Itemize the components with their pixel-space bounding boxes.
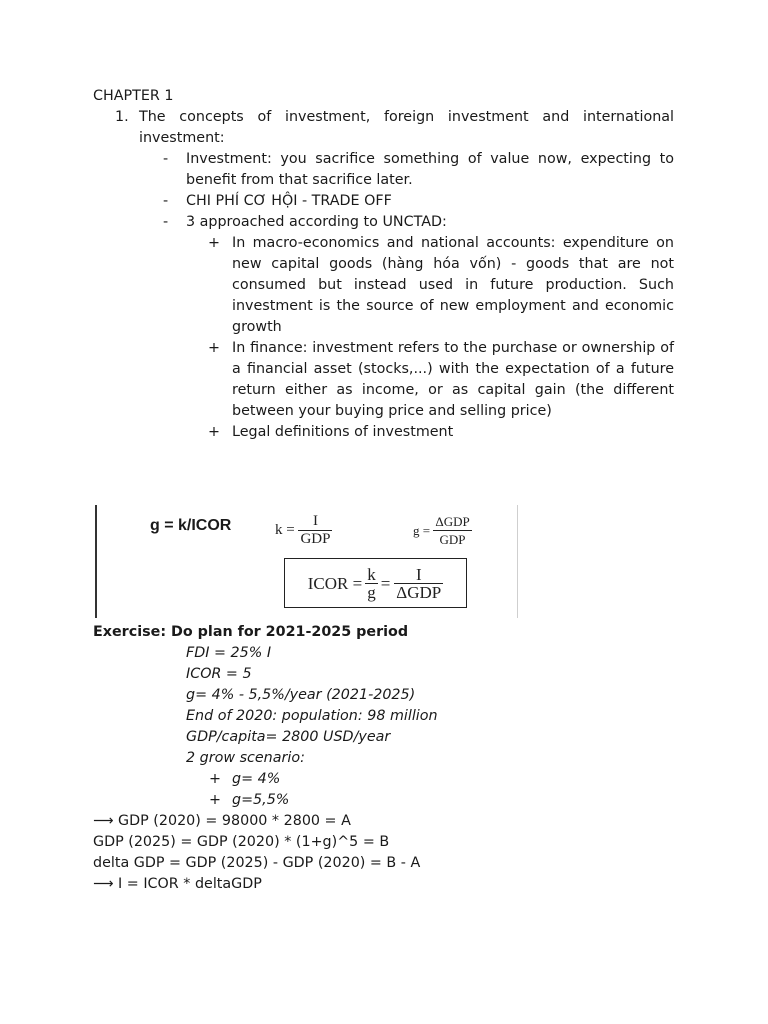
bullet-investment: Investment: you sacrifice something of value now, expecting to benefit from that sacrifice later. <box>186 151 674 188</box>
k-formula: k = $\frac{I}{\text{GDP}}$ <box>275 513 331 547</box>
param-fdi: FDI = 25% I <box>186 645 272 661</box>
calc-delta-gdp: delta GDP = GDP (2025) - GDP (2020) = B - A <box>93 855 421 871</box>
calc-gdp-2025: GDP (2025) = GDP (2020) * (1+g)^5 = B <box>93 834 390 850</box>
sub-bullet-marker: + <box>208 424 220 440</box>
sub-bullet-finance: In finance: investment refers to the purchase or ownership of a financial asset (stocks,...) with the expectation of a future return either as income, or as capital gain (the different between your buying price and selling price) <box>232 340 674 419</box>
bullet-marker: - <box>163 214 169 230</box>
param-growth: g= 4% - 5,5%/year (2021-2025) <box>186 687 416 703</box>
bullet-marker: - <box>163 151 169 167</box>
formula-image <box>95 505 518 620</box>
growth-formula: g = k/ICOR <box>150 517 232 534</box>
left-border-line <box>95 505 97 618</box>
section-number: 1. <box>115 109 129 125</box>
param-scenarios: 2 grow scenario: <box>186 750 305 766</box>
g-formula: g = $\frac{\text{ΔGDP}}{\text{GDP}}$ <box>413 514 470 547</box>
scenario-marker: + <box>209 792 221 808</box>
param-population: End of 2020: population: 98 million <box>186 708 438 724</box>
scenario-5-5pct: g=5,5% <box>232 792 290 808</box>
scenario-4pct: g= 4% <box>232 771 281 787</box>
sub-bullet-macro: In macro-economics and national accounts: expenditure on new capital goods (hàng hóa vốn) - goods that are not consumed but instead used in future production. Such investment is the source of new employment and economic growth <box>232 235 674 335</box>
chapter-heading: CHAPTER 1 <box>93 88 174 104</box>
sub-bullet-legal: Legal definitions of investment <box>232 424 454 440</box>
bullet-unctad: 3 approached according to UNCTAD: <box>186 214 447 230</box>
icor-formula-box: ICOR = $\frac{k}{g}$ = $\frac{I}{\text{ΔGDP}}$ <box>284 558 467 608</box>
sub-bullet-marker: + <box>208 340 220 356</box>
param-icor: ICOR = 5 <box>186 666 252 682</box>
section-title: The concepts of investment, foreign investment and international investment: <box>139 109 674 146</box>
calc-investment: ⟶ I = ICOR * deltaGDP <box>93 876 262 892</box>
sub-bullet-marker: + <box>208 235 220 251</box>
bullet-opportunity-cost: CHI PHÍ CƠ HỘI - TRADE OFF <box>186 193 392 209</box>
exercise-title: Exercise: Do plan for 2021-2025 period <box>93 624 409 640</box>
calc-gdp-2020: ⟶ GDP (2020) = 98000 * 2800 = A <box>93 813 351 829</box>
right-border-line <box>517 505 518 618</box>
scenario-marker: + <box>209 771 221 787</box>
param-gdp-capita: GDP/capita= 2800 USD/year <box>186 729 391 745</box>
bullet-marker: - <box>163 193 169 209</box>
